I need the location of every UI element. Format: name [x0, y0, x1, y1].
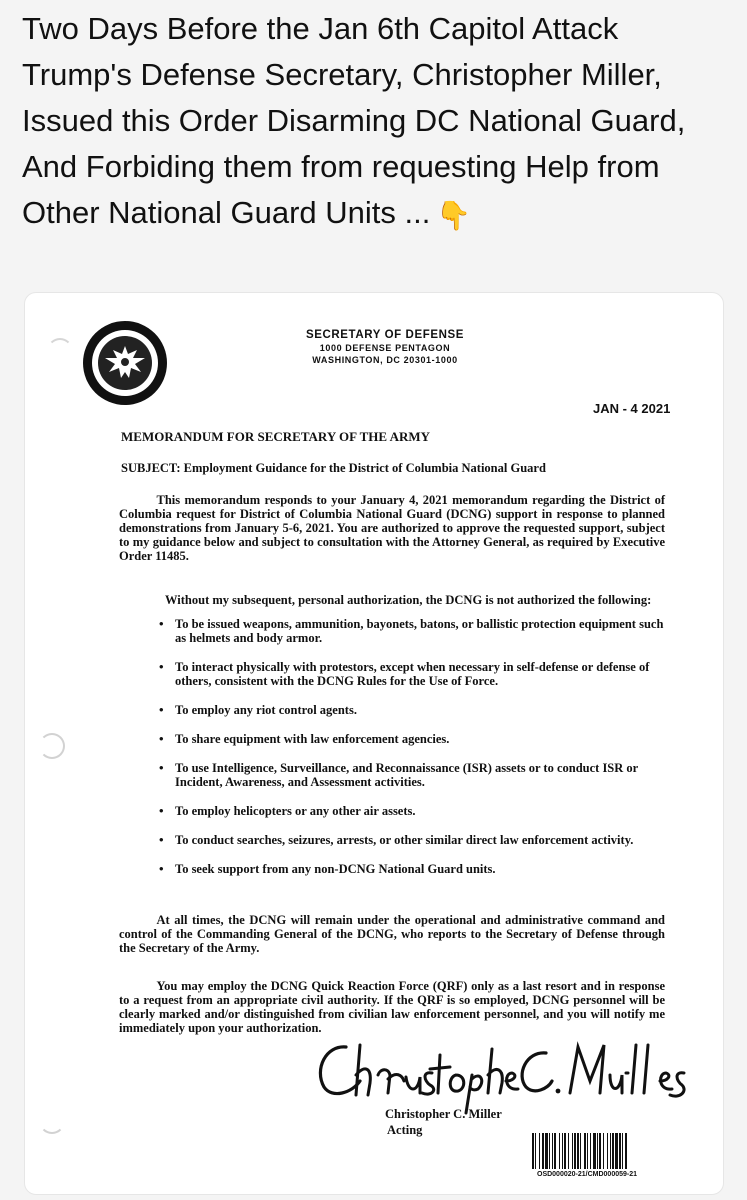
memo-image[interactable]	[24, 292, 724, 1195]
memo-paragraph-2-text: At all times, the DCNG will remain under the operational and administrative command and control of the Commanding General of the DCNG, who reports to the Secretary of Defense through the Secretary of the Army.	[119, 913, 665, 955]
list-item-text: To employ helicopters or any other air assets.	[175, 804, 416, 818]
list-item-text: To employ any riot control agents.	[175, 703, 357, 717]
memo-recipient: MEMORANDUM FOR SECRETARY OF THE ARMY	[121, 429, 431, 444]
barcode-id: OSD000020-21/CMD000059-21	[537, 1171, 638, 1178]
list-item: • To share equipment with law enforcement agencies.	[159, 731, 450, 746]
signatory-title: Acting	[387, 1123, 423, 1137]
list-item: • To employ helicopters or any other air assets.	[159, 803, 416, 818]
letterhead-address: 1000 DEFENSE PENTAGON	[319, 343, 451, 353]
list-item-text: To conduct searches, seizures, arrests, or other similar direct law enforcement activity.	[175, 833, 634, 847]
handwritten-signature	[308, 1035, 688, 1115]
signatory-name: Christopher C. Miller	[385, 1107, 502, 1121]
list-item: • To seek support from any non-DCNG National Guard units.	[159, 861, 496, 876]
restrictions-list	[155, 617, 675, 876]
list-item-text: To be issued weapons, ammunition, bayonets, batons, or ballistic protection equipment such as helmets and body armor.	[175, 617, 664, 645]
memo-paragraph-3	[119, 979, 665, 1035]
list-item-text: To seek support from any non-DCNG National Guard units.	[175, 862, 496, 876]
dod-seal-icon	[83, 321, 167, 405]
memo-lead-in: Without my subsequent, personal authorization, the DCNG is not authorized the following:	[165, 593, 652, 607]
punch-hole-middle	[39, 733, 65, 759]
list-item: • To be issued weapons, ammunition, bayonets, batons, or ballistic protection equipment such as helmets and body armor.	[159, 616, 664, 645]
list-item-text: To interact physically with protestors, except when necessary in self-defense or defense of others, consistent with the DCNG Rules for the Use of Force.	[175, 660, 650, 688]
punch-hole-top	[47, 338, 73, 364]
memo-date: JAN - 4 2021	[593, 401, 671, 416]
list-item: • To use Intelligence, Surveillance, and Reconnaissance (ISR) assets or to conduct ISR or Incident, Awareness, and Assessment activities.	[159, 760, 638, 789]
post-caption	[22, 6, 722, 239]
post-caption-text: Two Days Before the Jan 6th Capitol Attack Trump's Defense Secretary, Christopher Miller, Issued this Order Disarming DC National Guard, And Forbiding them from requesting Help from Other National Guard Units ...	[22, 11, 686, 230]
pointing-down-emoji-icon: 👇	[436, 200, 472, 231]
list-item: • To interact physically with protestors, except when necessary in self-defense or defense of others, consistent with the DCNG Rules for the Use of Force.	[159, 659, 650, 688]
letterhead-city: WASHINGTON, DC 20301-1000	[312, 355, 458, 365]
letterhead-office: SECRETARY OF DEFENSE	[305, 329, 465, 341]
letterhead	[265, 328, 505, 366]
memo-paragraph-3-text: You may employ the DCNG Quick Reaction Force (QRF) only as a last resort and in response to a request from an appropriate civil authority. If the QRF is so employed, DCNG personnel will be clearly marked and/or distinguished from civilian law enforcement personnel, and you will notify me immediately upon your authorization.	[119, 979, 665, 1035]
punch-hole-bottom	[39, 1108, 65, 1134]
memo-subject: SUBJECT: Employment Guidance for the District of Columbia National Guard	[121, 461, 546, 475]
list-item: • To conduct searches, seizures, arrests, or other similar direct law enforcement activity.	[159, 832, 634, 847]
eagle-icon	[101, 340, 149, 386]
barcode-icon	[530, 1131, 692, 1171]
list-item-text: To use Intelligence, Surveillance, and Reconnaissance (ISR) assets or to conduct ISR or Incident, Awareness, and Assessment activities.	[175, 761, 638, 789]
list-item-text: To share equipment with law enforcement agencies.	[175, 732, 450, 746]
memo-paragraph-2	[119, 913, 665, 955]
list-item: • To employ any riot control agents.	[159, 702, 357, 717]
memo-paragraph-1	[119, 493, 665, 563]
memo-paragraph-1-text: This memorandum responds to your January 4, 2021 memorandum regarding the District of Columbia request for District of Columbia National Guard (DCNG) support in response to planned demonstrations from January 5-6, 2021. You are authorized to approve the requested support, subject to my guidance below and subject to consultation with the Attorney General, as required by Executive Order 11485.	[119, 493, 665, 563]
